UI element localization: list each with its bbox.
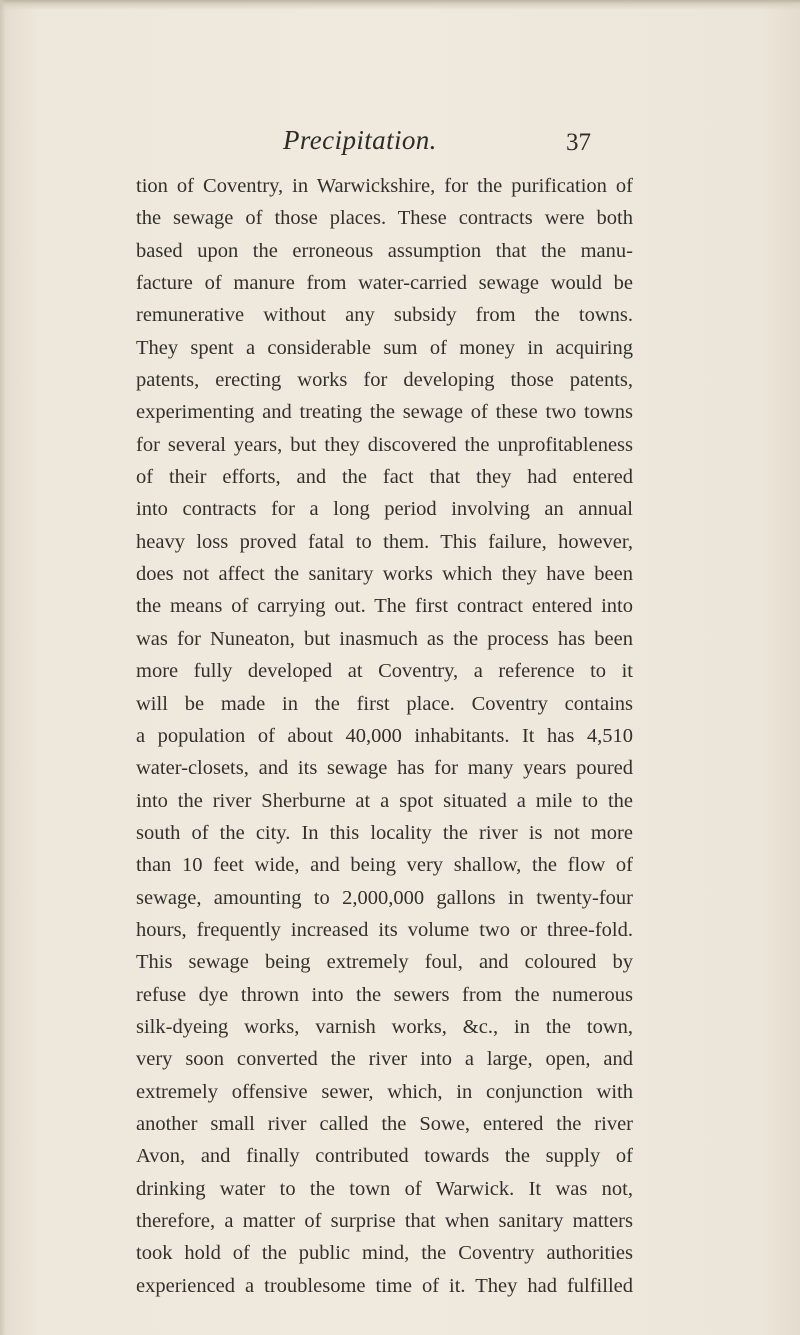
- text-line: will be made in the first place. Coventry contains: [136, 692, 633, 715]
- text-line: experienced a troublesome time of it. They had fulfilled: [136, 1274, 633, 1297]
- text-line: experimenting and treating the sewage of these two towns: [136, 401, 633, 424]
- text-line: water-closets, and its sewage has for many years poured: [136, 757, 633, 780]
- running-head: [0, 122, 800, 162]
- body-text: [136, 170, 633, 1302]
- text-line: a population of about 40,000 inhabitants. It has 4,510: [136, 724, 633, 747]
- text-line: sewage, amounting to 2,000,000 gallons in twenty-four: [136, 886, 633, 909]
- text-line: than 10 feet wide, and being very shallow, the flow of: [136, 854, 633, 877]
- text-line: very soon converted the river into a large, open, and: [136, 1048, 633, 1071]
- text-line: hours, frequently increased its volume two or three-fold.: [136, 918, 633, 941]
- text-line: another small river called the Sowe, entered the river: [136, 1112, 633, 1135]
- text-line: of their efforts, and the fact that they had entered: [136, 466, 633, 489]
- text-line: the means of carrying out. The first contract entered into: [136, 595, 633, 618]
- text-line: facture of manure from water-carried sewage would be: [136, 272, 633, 295]
- text-line: based upon the erroneous assumption that the manu-: [136, 239, 633, 262]
- page-top-shadow: [0, 0, 800, 10]
- page-binding-edge: [0, 0, 6, 1335]
- text-line: Avon, and finally contributed towards the supply of: [136, 1145, 633, 1168]
- text-line: therefore, a matter of surprise that when sanitary matters: [136, 1210, 633, 1232]
- text-line: They spent a considerable sum of money in acquiring: [136, 336, 633, 359]
- text-line: tion of Coventry, in Warwickshire, for the purification of: [136, 175, 633, 197]
- text-line: remunerative without any subsidy from the towns.: [136, 304, 633, 327]
- page-number: 37: [566, 129, 591, 156]
- text-line: took hold of the public mind, the Coventry authorities: [136, 1242, 633, 1265]
- text-line: the sewage of those places. These contracts were both: [136, 207, 633, 230]
- text-line: into contracts for a long period involving an annual: [136, 498, 633, 521]
- text-line: was for Nuneaton, but inasmuch as the process has been: [136, 627, 633, 650]
- text-line: into the river Sherburne at a spot situated a mile to the: [136, 789, 633, 812]
- text-line: south of the city. In this locality the river is not more: [136, 821, 633, 844]
- running-head-title: Precipitation.: [283, 125, 437, 155]
- text-line: silk-dyeing works, varnish works, &c., in the town,: [136, 1015, 633, 1038]
- text-line: more fully developed at Coventry, a reference to it: [136, 660, 633, 683]
- text-line: drinking water to the town of Warwick. It was not,: [136, 1177, 633, 1200]
- text-line: for several years, but they discovered the unprofitableness: [136, 433, 633, 456]
- text-line: patents, erecting works for developing those patents,: [136, 369, 633, 392]
- text-line: heavy loss proved fatal to them. This failure, however,: [136, 530, 633, 553]
- text-line: extremely offensive sewer, which, in conjunction with: [136, 1080, 633, 1103]
- text-line: refuse dye thrown into the sewers from the numerous: [136, 983, 633, 1006]
- text-line: This sewage being extremely foul, and coloured by: [136, 951, 633, 974]
- text-line: does not affect the sanitary works which they have been: [136, 563, 633, 586]
